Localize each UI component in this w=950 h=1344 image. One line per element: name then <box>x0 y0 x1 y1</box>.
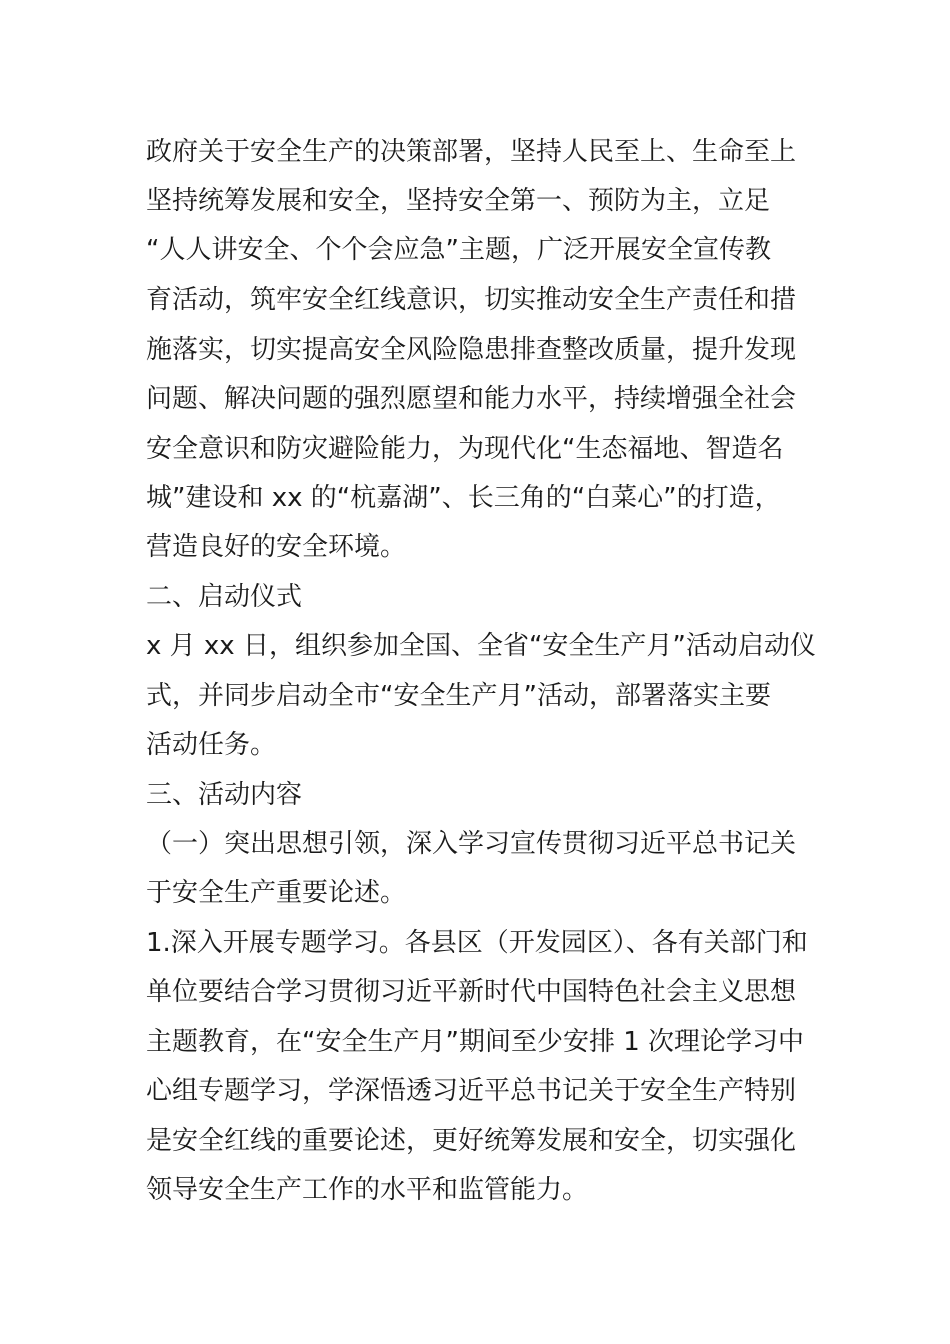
body-text-line: 坚持统筹发展和安全，坚持安全第一、预防为主，立足 <box>146 186 771 216</box>
body-text-line: 式，并同步启动全市“安全生产月”活动，部署落实主要 <box>146 681 771 711</box>
body-text-line: 单位要结合学习贯彻习近平新时代中国特色社会主义思想 <box>146 977 797 1007</box>
body-text-line: 育活动，筑牢安全红线意识，切实推动安全生产责任和措 <box>146 285 797 315</box>
body-text-line: 施落实，切实提高安全风险隐患排查整改质量，提升发现 <box>146 335 797 365</box>
body-text-line: “人人讲安全、个个会应急”主题，广泛开展安全宣传教 <box>146 235 771 265</box>
body-text-line: 心组专题学习，学深悟透习近平总书记关于安全生产特别 <box>146 1076 797 1106</box>
subsection-heading: 于安全生产重要论述。 <box>146 878 407 908</box>
body-text-line: x 月 xx 日，组织参加全国、全省“安全生产月”活动启动仪 <box>146 631 816 661</box>
body-text-line: 主题教育，在“安全生产月”期间至少安排 1 次理论学习中 <box>146 1027 805 1057</box>
body-text-line: 领导安全生产工作的水平和监管能力。 <box>146 1175 589 1205</box>
section-heading: 三、活动内容 <box>146 780 303 810</box>
body-text-line: 是安全红线的重要论述，更好统筹发展和安全，切实强化 <box>146 1126 797 1156</box>
body-text-line: 活动任务。 <box>146 730 277 760</box>
body-text-line: 营造良好的安全环境。 <box>146 532 407 562</box>
body-text-line: 城”建设和 xx 的“杭嘉湖”、长三角的“白菜心”的打造， <box>146 483 781 513</box>
body-text-line: 1.深入开展专题学习。各县区（开发园区）、各有关部门和 <box>146 928 808 958</box>
body-text-line: 问题、解决问题的强烈愿望和能力水平，持续增强全社会 <box>146 384 797 414</box>
section-heading: 二、启动仪式 <box>146 582 303 612</box>
body-text-line: 政府关于安全生产的决策部署，坚持人民至上、生命至上 <box>146 137 797 167</box>
body-text-line: 安全意识和防灾避险能力，为现代化“生态福地、智造名 <box>146 434 784 464</box>
subsection-heading: （一）突出思想引领，深入学习宣传贯彻习近平总书记关 <box>146 829 797 859</box>
